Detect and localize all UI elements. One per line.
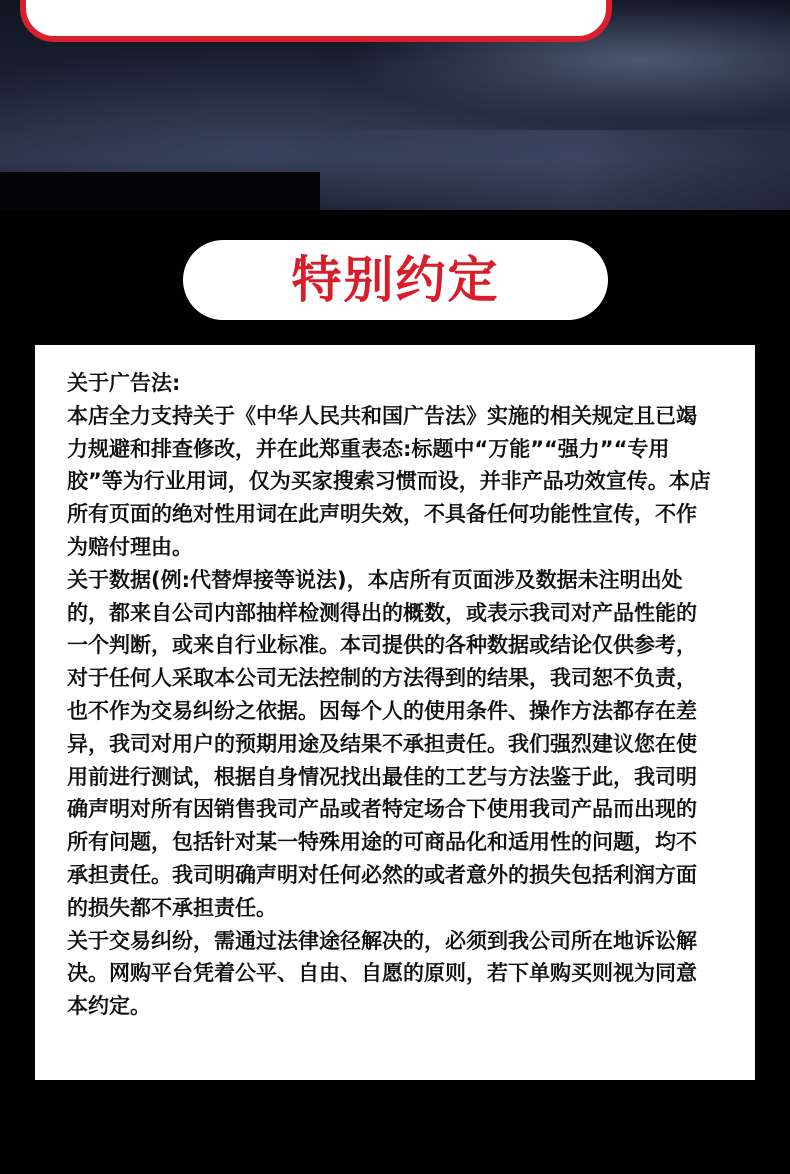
hero-background <box>0 0 790 210</box>
section-title: 特别约定 <box>291 251 500 309</box>
agreement-data-text: 关于数据(例:代替焊接等说法)，本店所有页面涉及数据未注明出处的，都来自公司内部抽样检测得出的概数，或表示我司对产品性能的一个判断，或来自行业标准。本司提供的各种数据或结论仅供参考，对于任何人采取本公司无法控制的方法得到的结果，我司恕不负责，也不作为交易纠纷之依据。因每个人的使用条件、操作方法都存在差异，我司对用户的预期用途及结果不承担责任。我们强烈建议您在使用前进行测试，根据自身情况找出最佳的工艺与方法鉴于此，我司明确声明对所有因销售我司产品或者特定场合下使用我司产品而出现的所有问题，包括针对某一特殊用途的可商品化和适用性的问题，均不承担责任。我司明确声明对任何必然的或者意外的损失包括利润方面的损失都不承担责任。 <box>67 567 697 920</box>
hero-banner-frame <box>20 0 612 42</box>
section-title-pill <box>183 240 608 320</box>
agreement-dispute-text: 关于交易纠纷，需通过法律途径解决的，必须到我公司所在地诉讼解决。网购平台凭着公平、自由、自愿的原则，若下单购买则视为同意本约定。 <box>67 928 697 1019</box>
hero-light-streak <box>320 130 790 210</box>
agreement-card <box>35 345 755 1080</box>
agreement-heading: 关于广告法: <box>67 371 181 395</box>
hero-shadow-band <box>0 172 320 210</box>
agreement-ad-law-text: 本店全力支持关于《中华人民共和国广告法》实施的相关规定且已竭力规避和排查修改，并在此郑重表态:标题中“万能”“强力”“专用胶”等为行业用词，仅为买家搜索习惯而设，并非产品功效宣传。本店所有页面的绝对性用词在此声明失效，不具备任何功能性宣传，不作为赔付理由。 <box>67 403 711 559</box>
